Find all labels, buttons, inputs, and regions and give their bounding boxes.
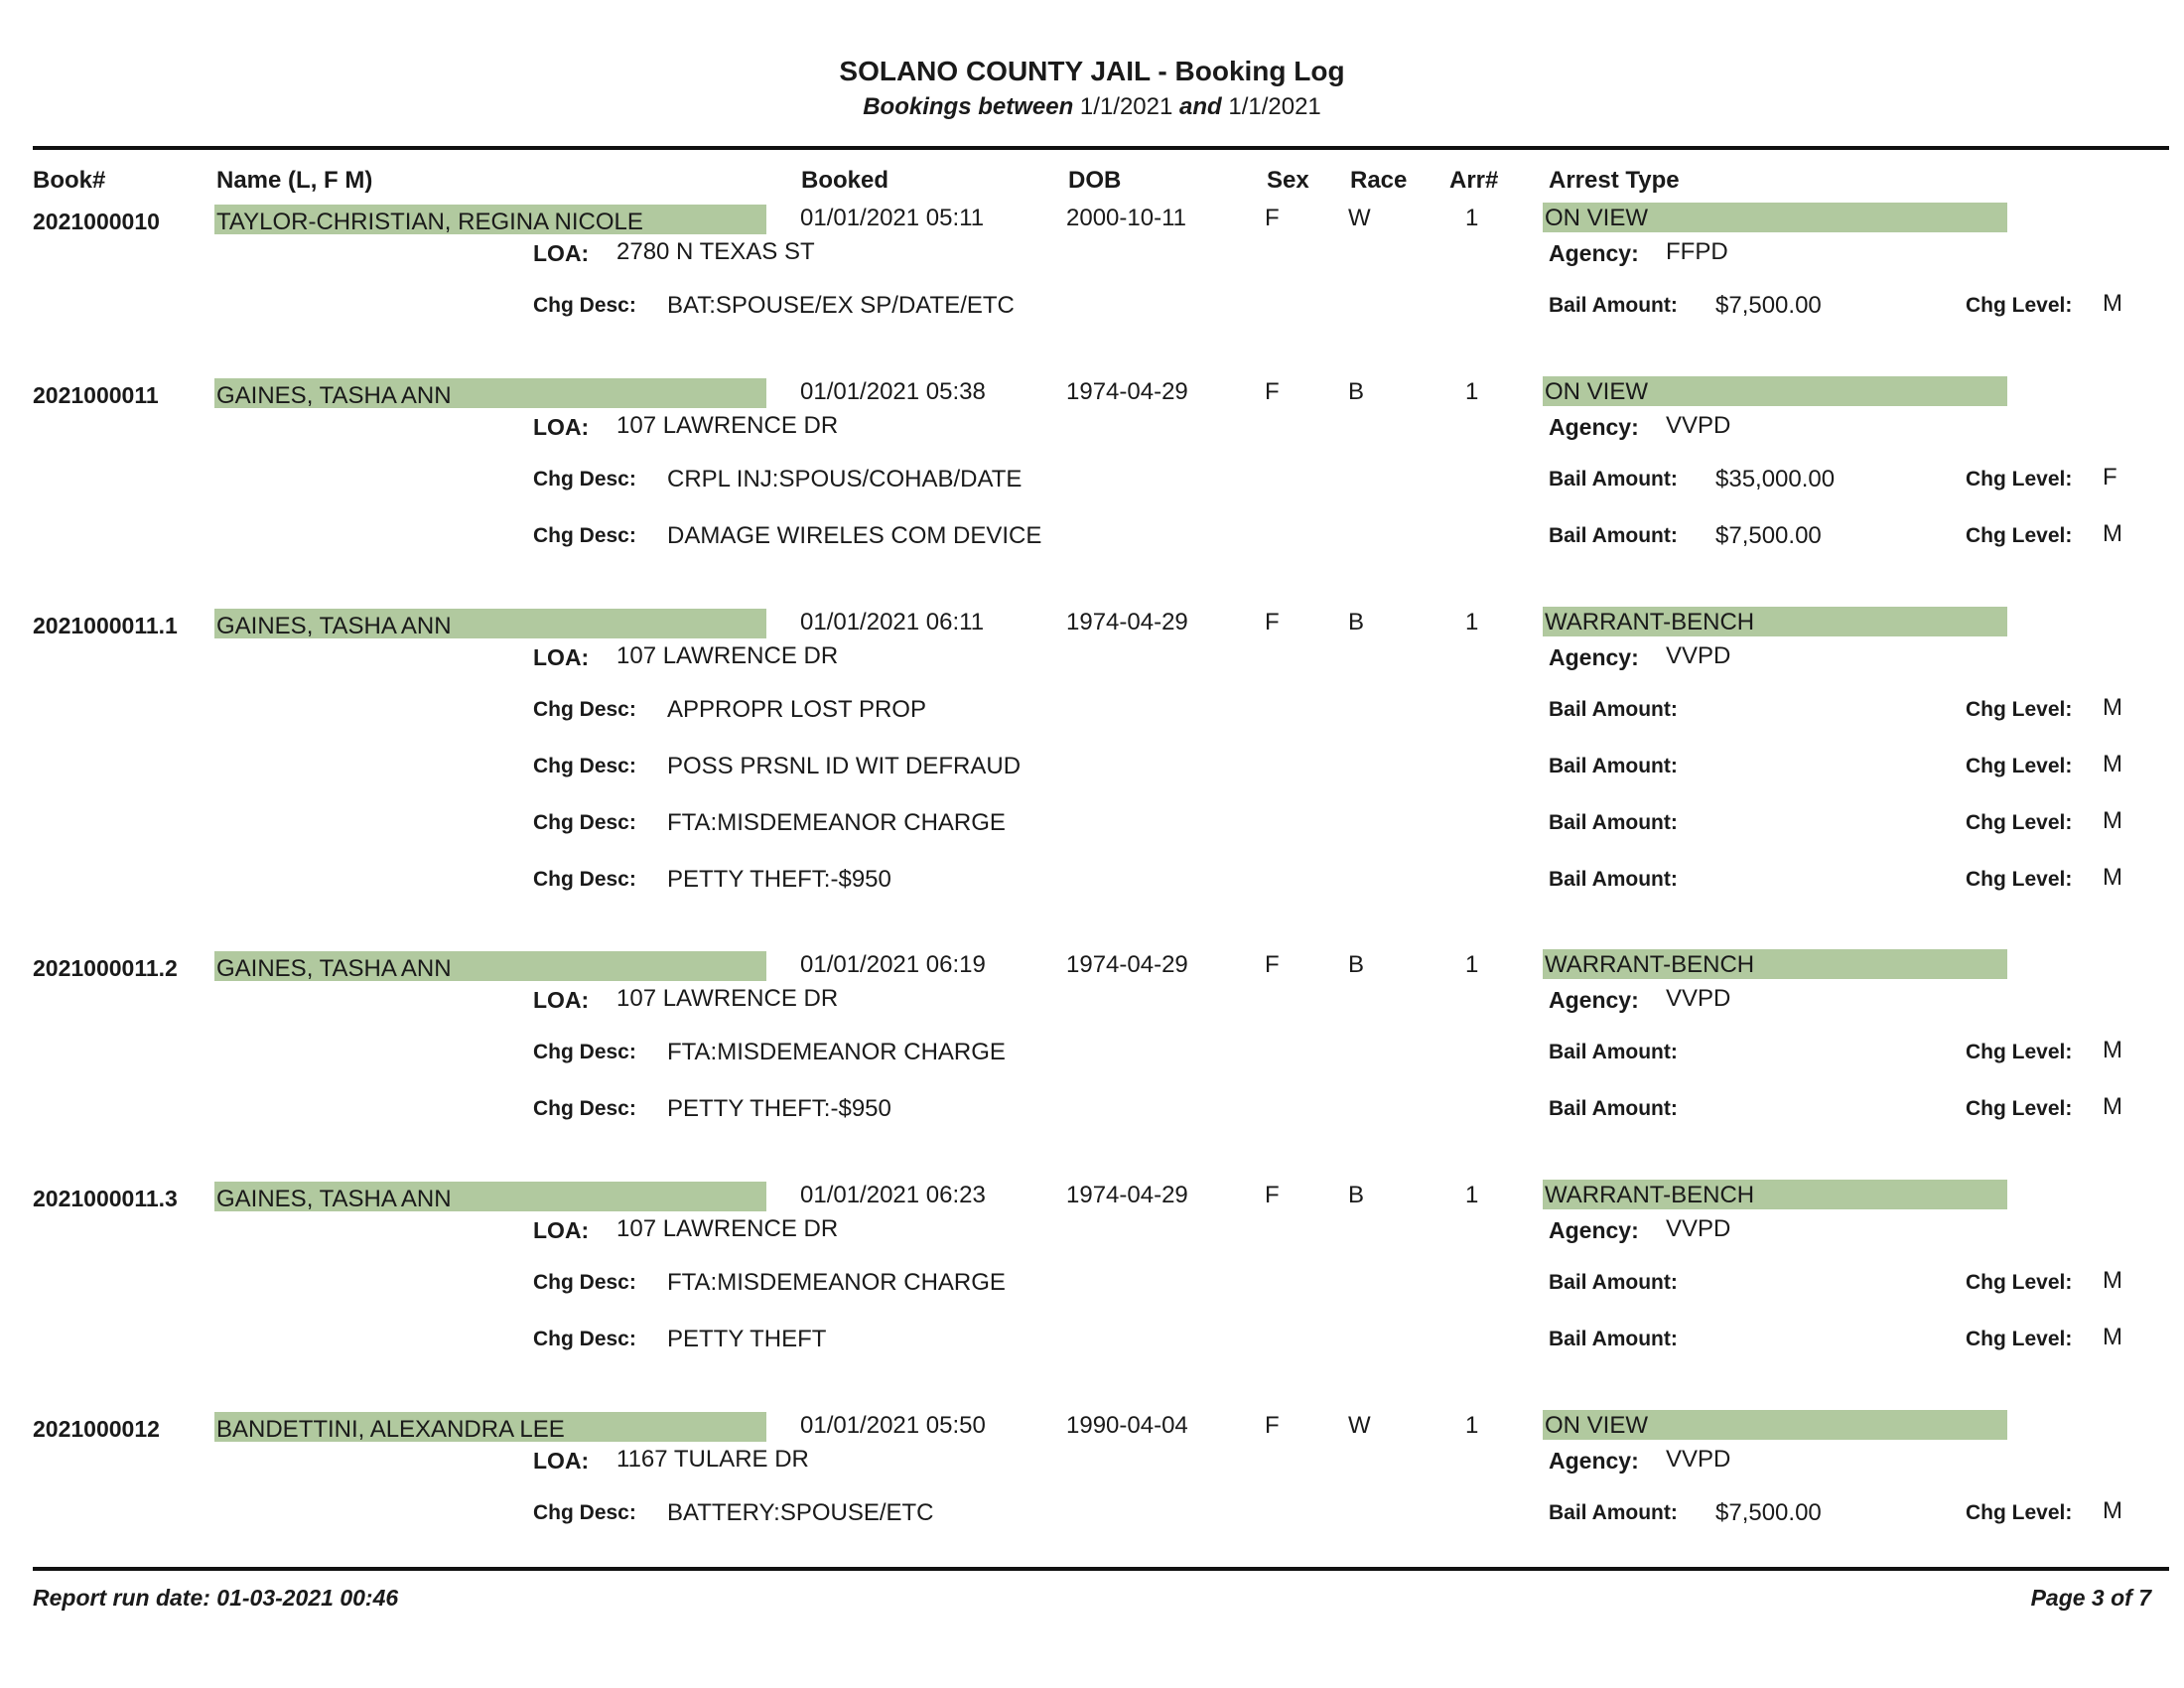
charge-description: POSS PRSNL ID WIT DEFRAUD [667,753,1022,779]
name-highlight [214,951,766,981]
end-date: 1/1/2021 [1228,93,1321,120]
charge-description: PETTY THEFT [667,1326,827,1352]
booked-datetime: 01/01/2021 05:50 [800,1412,986,1439]
arrest-type: WARRANT-BENCH [1545,1182,1755,1208]
bail-label: Bail Amount: [1549,294,1678,317]
bail-label: Bail Amount: [1549,1328,1678,1350]
race: B [1348,1182,1365,1208]
loa-label: LOA: [533,987,590,1013]
chg-level-label: Chg Level: [1966,1501,2073,1524]
col-booked: Booked [801,167,889,194]
inmate-name: BANDETTINI, ALEXANDRA LEE [216,1416,565,1443]
bail-label: Bail Amount: [1549,524,1678,547]
book-number: 2021000011.3 [33,1186,178,1211]
top-rule [33,146,2169,150]
dob: 1974-04-29 [1066,378,1188,405]
chg-level-label: Chg Level: [1966,1097,2073,1120]
bail-label: Bail Amount: [1549,868,1678,891]
loa-label: LOA: [533,1448,590,1474]
name-highlight [214,609,766,638]
arrest-type-highlight [1543,376,2007,406]
agency-label: Agency: [1549,414,1639,440]
inmate-name: GAINES, TASHA ANN [216,382,452,409]
arrest-type: WARRANT-BENCH [1545,951,1755,978]
loa-label: LOA: [533,414,590,440]
loa-address: 1167 TULARE DR [616,1446,809,1473]
inmate-name: GAINES, TASHA ANN [216,1186,452,1212]
charge-description: PETTY THEFT:-$950 [667,866,891,893]
book-number: 2021000012 [33,1416,160,1442]
col-sex: Sex [1267,167,1309,194]
bail-label: Bail Amount: [1549,1501,1678,1524]
arrest-type: ON VIEW [1545,205,1649,231]
chg-level-label: Chg Level: [1966,1271,2073,1294]
name-highlight [214,1412,766,1442]
chg-desc-label: Chg Desc: [533,698,636,721]
loa-address: 2780 N TEXAS ST [616,238,815,265]
charge-level: M [2103,290,2122,317]
charge-description: BATTERY:SPOUSE/ETC [667,1499,934,1526]
bail-label: Bail Amount: [1549,468,1678,491]
loa-label: LOA: [533,644,590,670]
chg-level-label: Chg Level: [1966,811,2073,834]
agency: VVPD [1666,1215,1731,1242]
dob: 1974-04-29 [1066,609,1188,635]
charge-level: M [2103,864,2122,891]
chg-level-label: Chg Level: [1966,294,2073,317]
race: W [1348,205,1371,231]
chg-level-label: Chg Level: [1966,1041,2073,1063]
name-highlight [214,378,766,408]
sex: F [1265,205,1280,231]
loa-address: 107 LAWRENCE DR [616,985,839,1012]
charge-description: FTA:MISDEMEANOR CHARGE [667,809,1006,836]
booked-datetime: 01/01/2021 06:11 [800,609,985,635]
sex: F [1265,609,1280,635]
bail-amount: $7,500.00 [1715,292,1822,319]
book-number: 2021000011.1 [33,613,178,638]
chg-level-label: Chg Level: [1966,468,2073,491]
bail-amount: $7,500.00 [1715,522,1822,549]
report-run-date: Report run date: 01-03-2021 00:46 [33,1585,399,1611]
bail-label: Bail Amount: [1549,755,1678,777]
charge-description: CRPL INJ:SPOUS/COHAB/DATE [667,466,1023,492]
bail-label: Bail Amount: [1549,1041,1678,1063]
sex: F [1265,1182,1280,1208]
col-race: Race [1350,167,1408,194]
agency-label: Agency: [1549,644,1639,670]
col-dob: DOB [1068,167,1122,194]
agency: VVPD [1666,1446,1731,1473]
book-number: 2021000011 [33,382,159,408]
subtitle-and: and [1179,93,1222,120]
charge-description: DAMAGE WIRELES COM DEVICE [667,522,1042,549]
bail-amount: $35,000.00 [1715,466,1836,492]
agency: VVPD [1666,985,1731,1012]
booked-datetime: 01/01/2021 06:19 [800,951,986,978]
chg-desc-label: Chg Desc: [533,811,636,834]
charge-level: M [2103,1267,2122,1294]
agency-label: Agency: [1549,240,1639,266]
charge-level: M [2103,1037,2122,1063]
chg-desc-label: Chg Desc: [533,1271,636,1294]
inmate-name: GAINES, TASHA ANN [216,955,452,982]
bail-amount: $7,500.00 [1715,1499,1822,1526]
arrest-type-highlight [1543,1180,2007,1209]
charge-level: M [2103,1093,2122,1120]
charge-level: F [2103,464,2117,491]
race: B [1348,951,1365,978]
col-book: Book# [33,167,106,194]
report-subtitle [0,93,2184,121]
charge-level: M [2103,520,2122,547]
bail-label: Bail Amount: [1549,1097,1678,1120]
subtitle-prefix: Bookings between [863,93,1074,120]
agency-label: Agency: [1549,987,1639,1013]
bottom-rule [33,1567,2169,1571]
arrest-type-highlight [1543,203,2007,232]
chg-level-label: Chg Level: [1966,868,2073,891]
race: B [1348,609,1365,635]
booked-datetime: 01/01/2021 06:23 [800,1182,986,1208]
charge-level: M [2103,807,2122,834]
chg-desc-label: Chg Desc: [533,524,636,547]
chg-desc-label: Chg Desc: [533,868,636,891]
charge-description: BAT:SPOUSE/EX SP/DATE/ETC [667,292,1015,319]
arrest-type-highlight [1543,949,2007,979]
charge-description: PETTY THEFT:-$950 [667,1095,891,1122]
chg-desc-label: Chg Desc: [533,1328,636,1350]
col-arr: Arr# [1449,167,1499,194]
charge-level: M [2103,694,2122,721]
agency-label: Agency: [1549,1217,1639,1243]
booked-datetime: 01/01/2021 05:38 [800,378,986,405]
chg-desc-label: Chg Desc: [533,755,636,777]
bail-label: Bail Amount: [1549,811,1678,834]
charge-description: FTA:MISDEMEANOR CHARGE [667,1269,1006,1296]
loa-address: 107 LAWRENCE DR [616,642,839,669]
sex: F [1265,951,1280,978]
agency: VVPD [1666,412,1731,439]
arrest-number: 1 [1465,205,1479,231]
charge-description: APPROPR LOST PROP [667,696,926,723]
name-highlight [214,205,766,234]
col-arrest-type: Arrest Type [1549,167,1680,194]
agency-label: Agency: [1549,1448,1639,1474]
dob: 1990-04-04 [1066,1412,1188,1439]
dob: 1974-04-29 [1066,951,1188,978]
inmate-name: GAINES, TASHA ANN [216,613,452,639]
booked-datetime: 01/01/2021 05:11 [800,205,985,231]
chg-desc-label: Chg Desc: [533,1097,636,1120]
bail-label: Bail Amount: [1549,698,1678,721]
arrest-type: ON VIEW [1545,378,1649,405]
sex: F [1265,1412,1280,1439]
arrest-number: 1 [1465,609,1479,635]
page-number: Page 3 of 7 [2030,1585,2151,1611]
charge-level: M [2103,1497,2122,1524]
arrest-type: WARRANT-BENCH [1545,609,1755,635]
race: W [1348,1412,1371,1439]
chg-desc-label: Chg Desc: [533,1041,636,1063]
arrest-type-highlight [1543,607,2007,636]
loa-address: 107 LAWRENCE DR [616,1215,839,1242]
charge-level: M [2103,1324,2122,1350]
arrest-number: 1 [1465,378,1479,405]
bail-label: Bail Amount: [1549,1271,1678,1294]
race: B [1348,378,1365,405]
chg-desc-label: Chg Desc: [533,1501,636,1524]
arrest-number: 1 [1465,1182,1479,1208]
report-title: SOLANO COUNTY JAIL - Booking Log [839,56,1345,86]
charge-level: M [2103,751,2122,777]
chg-level-label: Chg Level: [1966,755,2073,777]
agency: FFPD [1666,238,1728,265]
dob: 1974-04-29 [1066,1182,1188,1208]
arrest-type-highlight [1543,1410,2007,1440]
book-number: 2021000010 [33,209,160,234]
charge-description: FTA:MISDEMEANOR CHARGE [667,1039,1006,1065]
inmate-name: TAYLOR-CHRISTIAN, REGINA NICOLE [216,209,643,235]
col-name: Name (L, F M) [216,167,373,194]
loa-label: LOA: [533,1217,590,1243]
arrest-number: 1 [1465,1412,1479,1439]
sex: F [1265,378,1280,405]
chg-level-label: Chg Level: [1966,1328,2073,1350]
name-highlight [214,1182,766,1211]
chg-desc-label: Chg Desc: [533,294,636,317]
arrest-number: 1 [1465,951,1479,978]
dob: 2000-10-11 [1066,205,1186,231]
arrest-type: ON VIEW [1545,1412,1649,1439]
book-number: 2021000011.2 [33,955,178,981]
loa-label: LOA: [533,240,590,266]
chg-level-label: Chg Level: [1966,698,2073,721]
agency: VVPD [1666,642,1731,669]
chg-level-label: Chg Level: [1966,524,2073,547]
start-date: 1/1/2021 [1079,93,1173,120]
loa-address: 107 LAWRENCE DR [616,412,839,439]
chg-desc-label: Chg Desc: [533,468,636,491]
